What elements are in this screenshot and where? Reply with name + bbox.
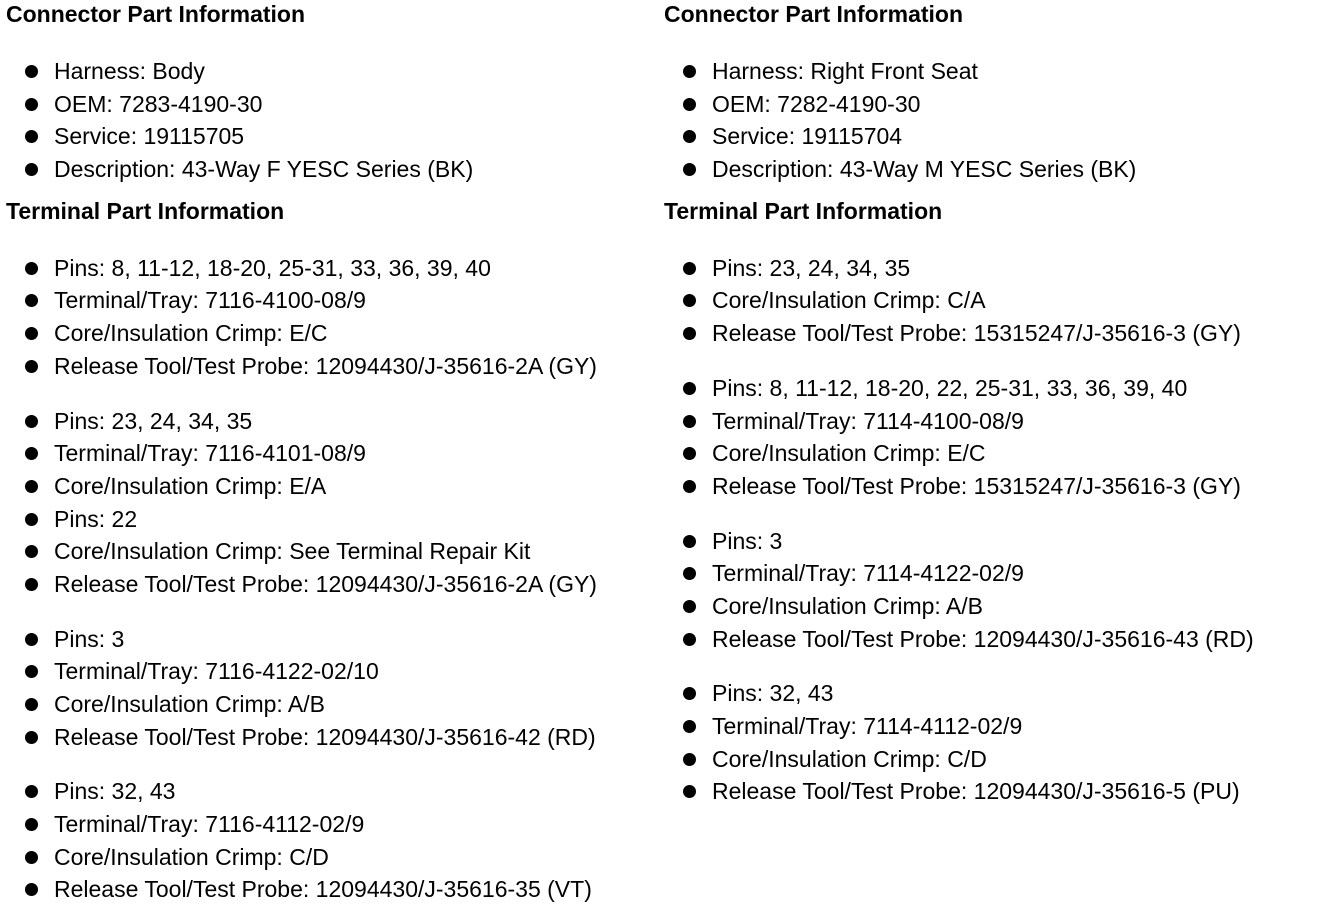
item-text: Release Tool/Test Probe: 12094430/J-35616-2A (GY) [54, 570, 597, 597]
terminal-group [6, 405, 656, 601]
list-item [664, 775, 1324, 808]
item-text: Core/Insulation Crimp: See Terminal Repair Kit [54, 538, 531, 565]
bullet-icon [683, 415, 696, 428]
bullet-icon [25, 327, 38, 340]
list-item [664, 590, 1324, 623]
terminal-group [6, 252, 656, 383]
connector-heading: Connector Part Information [664, 1, 964, 27]
bullet-icon [683, 480, 696, 493]
list-item [6, 808, 656, 841]
item-text: Terminal/Tray: 7116-4112-02/9 [54, 811, 365, 838]
item-text: Harness: Right Front Seat [712, 58, 978, 84]
item-text: Release Tool/Test Probe: 12094430/J-35616-42 (RD) [54, 723, 596, 750]
item-text: Release Tool/Test Probe: 15315247/J-35616-3 (GY) [712, 472, 1241, 499]
bullet-icon [25, 447, 38, 460]
bullet-icon [683, 130, 696, 143]
terminal-group [664, 677, 1324, 808]
list-item [664, 252, 1324, 285]
list-item [664, 743, 1324, 776]
bullet-icon [683, 785, 696, 798]
item-text: Service: 19115705 [54, 123, 245, 150]
bullet-icon [25, 698, 38, 711]
bullet-icon [683, 753, 696, 766]
list-item [664, 284, 1324, 317]
list-item [6, 568, 656, 601]
connector-list [664, 55, 1324, 186]
list-item [664, 405, 1324, 438]
bullet-icon [683, 535, 696, 548]
bullet-icon [683, 262, 696, 275]
terminal-group [664, 372, 1324, 503]
item-text: Core/Insulation Crimp: C/D [712, 745, 987, 772]
bullet-icon [25, 98, 38, 111]
list-item [664, 623, 1324, 656]
terminal-group [664, 525, 1324, 656]
bullet-icon [25, 633, 38, 646]
bullet-icon [683, 327, 696, 340]
bullet-icon [25, 785, 38, 798]
item-text: Core/Insulation Crimp: C/A [712, 287, 986, 314]
list-item [664, 710, 1324, 743]
terminal-group [6, 775, 656, 906]
bullet-icon [683, 382, 696, 395]
item-text: Terminal/Tray: 7116-4122-02/10 [54, 658, 379, 685]
bullet-icon [683, 720, 696, 733]
item-text: Terminal/Tray: 7114-4100-08/9 [712, 407, 1024, 434]
right-column [664, 0, 1324, 808]
item-text: OEM: 7282-4190-30 [712, 90, 921, 117]
item-text: Harness: Body [54, 58, 205, 84]
list-item [6, 252, 656, 285]
item-text: Release Tool/Test Probe: 12094430/J-35616-35 (VT) [54, 876, 592, 903]
item-text: Core/Insulation Crimp: A/B [54, 691, 326, 717]
list-item [6, 88, 656, 121]
terminal-group [664, 252, 1324, 350]
item-text: Release Tool/Test Probe: 12094430/J-35616-2A (GY) [54, 352, 597, 379]
list-item [6, 350, 656, 383]
list-item [6, 153, 656, 186]
item-text: Pins: 23, 24, 34, 35 [712, 254, 911, 281]
item-text: Core/Insulation Crimp: E/C [54, 320, 328, 347]
bullet-icon [25, 294, 38, 307]
bullet-icon [25, 883, 38, 896]
list-item [6, 437, 656, 470]
list-item [664, 470, 1324, 503]
list-item [6, 841, 656, 874]
item-text: OEM: 7283-4190-30 [54, 90, 263, 117]
list-item [6, 55, 656, 88]
bullet-icon [683, 65, 696, 78]
bullet-icon [25, 545, 38, 558]
bullet-icon [25, 731, 38, 744]
list-item [664, 525, 1324, 558]
list-item [664, 372, 1324, 405]
terminal-groups [664, 252, 1324, 808]
list-item [664, 677, 1324, 710]
bullet-icon [25, 578, 38, 591]
bullet-icon [25, 262, 38, 275]
list-item [6, 120, 656, 153]
item-text: Service: 19115704 [712, 123, 903, 150]
item-text: Core/Insulation Crimp: A/B [712, 592, 984, 619]
item-text: Pins: 32, 43 [712, 680, 834, 707]
bullet-icon [683, 600, 696, 613]
item-text: Core/Insulation Crimp: E/A [54, 472, 327, 499]
bullet-icon [683, 567, 696, 580]
item-text: Release Tool/Test Probe: 15315247/J-35616-3 (GY) [712, 320, 1241, 347]
terminal-heading: Terminal Part Information [6, 197, 285, 224]
connector-heading: Connector Part Information [6, 1, 306, 27]
item-text: Description: 43-Way F YESC Series (BK) [54, 156, 474, 183]
bullet-icon [25, 360, 38, 373]
list-item [664, 55, 1324, 88]
item-text: Terminal/Tray: 7116-4100-08/9 [54, 287, 366, 314]
list-item [6, 284, 656, 317]
item-text: Core/Insulation Crimp: E/C [712, 440, 986, 467]
list-item [6, 873, 656, 906]
bullet-icon [25, 130, 38, 143]
list-item [6, 470, 656, 503]
item-text: Pins: 8, 11-12, 18-20, 25-31, 33, 36, 39, 40 [54, 254, 491, 281]
list-item [664, 437, 1324, 470]
bullet-icon [25, 163, 38, 176]
bullet-icon [25, 851, 38, 864]
bullet-icon [25, 65, 38, 78]
item-text: Pins: 32, 43 [54, 778, 176, 805]
item-text: Terminal/Tray: 7114-4112-02/9 [712, 713, 1023, 739]
terminal-groups [6, 252, 656, 906]
item-text: Description: 43-Way M YESC Series (BK) [712, 156, 1137, 183]
list-item [6, 535, 656, 568]
bullet-icon [683, 687, 696, 700]
terminal-heading: Terminal Part Information [664, 197, 943, 224]
list-item [664, 557, 1324, 590]
list-item [6, 721, 656, 754]
list-item [6, 688, 656, 721]
bullet-icon [683, 447, 696, 460]
item-text: Pins: 3 [54, 625, 125, 652]
list-item [664, 120, 1324, 153]
bullet-icon [25, 480, 38, 493]
bullet-icon [683, 633, 696, 646]
item-text: Terminal/Tray: 7116-4101-08/9 [54, 440, 366, 467]
left-column [6, 0, 656, 906]
bullet-icon [25, 818, 38, 831]
list-item [6, 405, 656, 438]
connector-list [6, 55, 656, 186]
item-text: Pins: 3 [712, 527, 783, 554]
list-item [664, 153, 1324, 186]
list-item [6, 623, 656, 656]
bullet-icon [25, 415, 38, 428]
list-item [664, 317, 1324, 350]
item-text: Pins: 8, 11-12, 18-20, 22, 25-31, 33, 36, 39, 40 [712, 374, 1188, 401]
item-text: Release Tool/Test Probe: 12094430/J-35616-43 (RD) [712, 625, 1254, 652]
bullet-icon [25, 513, 38, 526]
list-item [6, 503, 656, 536]
item-text: Terminal/Tray: 7114-4122-02/9 [712, 560, 1024, 587]
list-item [6, 317, 656, 350]
item-text: Core/Insulation Crimp: C/D [54, 843, 329, 870]
list-item [664, 88, 1324, 121]
list-item [6, 775, 656, 808]
item-text: Pins: 22 [54, 505, 138, 532]
bullet-icon [683, 294, 696, 307]
item-text: Release Tool/Test Probe: 12094430/J-35616-5 (PU) [712, 778, 1240, 805]
terminal-group [6, 623, 656, 754]
list-item [6, 655, 656, 688]
bullet-icon [25, 665, 38, 678]
item-text: Pins: 23, 24, 34, 35 [54, 407, 253, 434]
bullet-icon [683, 163, 696, 176]
bullet-icon [683, 98, 696, 111]
